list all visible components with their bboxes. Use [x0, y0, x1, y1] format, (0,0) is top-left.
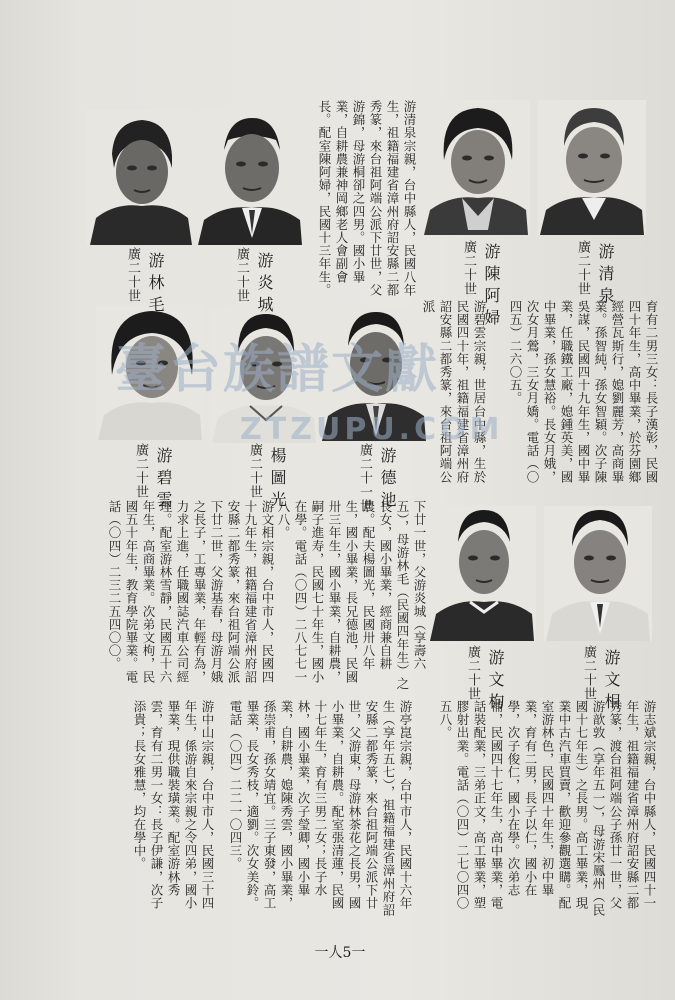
caption-name: 游德池 — [378, 447, 397, 513]
caption-name: 游林毛 — [146, 252, 165, 318]
portrait-you-chen-afu — [422, 100, 530, 235]
caption-generation: 廣二十一世 — [357, 443, 372, 513]
watermark: 臺台族譜文獻 — [115, 340, 440, 400]
portrait-you-qingquan — [538, 100, 646, 235]
portrait-you-linmao — [86, 110, 194, 245]
watermark-url: ZTZUPU.COM — [240, 412, 504, 447]
caption-name: 游碧雲 — [154, 447, 173, 513]
biography-you-qingquan: 游清泉宗親，台中縣人，民國八年生，祖籍福建省漳州府詔安縣二都秀篆，來台祖阿端公派下廿世，父游錦，母游桐卻之四男。國小畢業，自耕農兼神岡鄉老人會副會長。配室陳阿婦，民國十三年生。 — [317, 100, 417, 297]
caption-generation: 廣二十世 — [461, 240, 476, 296]
portrait-you-wengou — [428, 506, 536, 641]
caption-generation: 廣二十世 — [575, 240, 590, 296]
page-number: 一人5一 — [314, 945, 366, 961]
caption-name: 游文相 — [602, 649, 621, 715]
caption-generation: 廣二十世 — [133, 443, 148, 499]
caption-generation: 廣二十世 — [125, 247, 140, 303]
caption-name: 游清泉 — [596, 243, 615, 309]
caption-name: 游炎城 — [255, 252, 274, 318]
biography-you-zhongshan: 游中山宗親，台中市人，民國三十四年生，係游自來宗親之令四弟，國小畢業，現供職裝璜業。配室游林秀雲，育有二男一女：長子伊謙，次子添貴；長女雅慧，均在學中。 — [132, 700, 215, 910]
caption-name: 楊圖光 — [268, 447, 287, 513]
biography-you-biyun: 下廿一世，父游炎城（享壽六五），母游林毛（民國四年生）之長女，國小畢業，經商兼自耕農。配夫楊圖光，民國卅八年生，國小畢業，長兄德池，民國卅三年生，國小畢業，自耕農，嗣子進寿，民國七十年生，國小在學。電話（〇四）二八七七一八八。 — [276, 500, 427, 691]
biography-you-tingkun: 游亭崑宗親，台中市人，民國十六年生（享年五七），祖籍福建省漳州府詔安縣二都秀篆，來台祖阿端公派下廿世，父游東，母游林茶花之長男，國小畢業，自耕農。配室張清蓮，民國十七年生，育有三男二女；長子水林，國小畢業，次子瑩卿，國小畢業，自耕農，媳陳秀雲，國小畢業，孫崇甫，孫女靖宜。三子東發，高工畢業，長女秀枝，適劉。次女美鈴。電話（〇四）二二一〇四三。 — [228, 700, 413, 917]
biography-you-zhibin: 游志斌宗親，台中縣人，民國四十一年生，祖籍福建省漳州府詔安縣二都秀篆，渡台祖阿端公子孫廿一世，父游歆敦（享年五一），母游宋鳳州（民國十七年生）之長男。高工畢業，現業中古汽車買賣，歡迎參觀選購。配室游林色，民國四十年生，初中畢業，育有二男，長子以仁，國小在學，次子俊仁，國小在學。次弟志補，民國四十七年生，高中畢業，電話裝配業，三弟正文，高工畢業，塑膠射出業。電話（〇四）二七〇四〇五八。 — [438, 700, 657, 917]
biography-you-wenxiang: 游文相宗親，台中市人，民國四十九年生，祖籍福建省漳州府詔安縣二都秀篆，來台祖阿端公派下廿二世，父游基春，母游月娥之長子，工專畢業，年輕有為，力求上進，任職國誌汽車公司經理。配室游林雪靜，民國五十六年生，高商畢業。次弟文枸，民國五十年生，教育學院畢業。電話（〇四）二三二五四〇〇。 — [107, 500, 275, 684]
portrait-you-wenxiang — [544, 506, 652, 641]
biography-you-biyun-start: 游碧雲宗親，世居台中縣，生於民國四十年，祖籍福建省漳州府詔安縣二都秀篆，來台祖阿端公派 — [421, 300, 487, 484]
caption-name: 游陳阿婦 — [482, 243, 501, 331]
biography-qingquan-family: 育有二男三女：長子漢彰，民國四十年生，高中畢業，於芬園鄉經營瓦斯行，媳劉麗芳，高商畢業。孫智純，孫女智穎。次子陳吳謀，民國四十九年生，國中畢業，任職鐵工廠，媳鍾英美，國中畢業，孫女慧裕。長女月娥，次女月鶯，三女月嬌。電話（〇四五）二六〇五。 — [508, 300, 659, 484]
caption-generation: 廣二十世 — [247, 443, 262, 499]
caption-name: 游文枸 — [486, 649, 505, 715]
caption-generation: 廣二十世 — [581, 645, 596, 701]
caption-generation: 廣二十世 — [234, 247, 249, 303]
caption-generation: 廣二十世 — [465, 645, 480, 701]
portrait-you-yancheng — [196, 110, 304, 245]
